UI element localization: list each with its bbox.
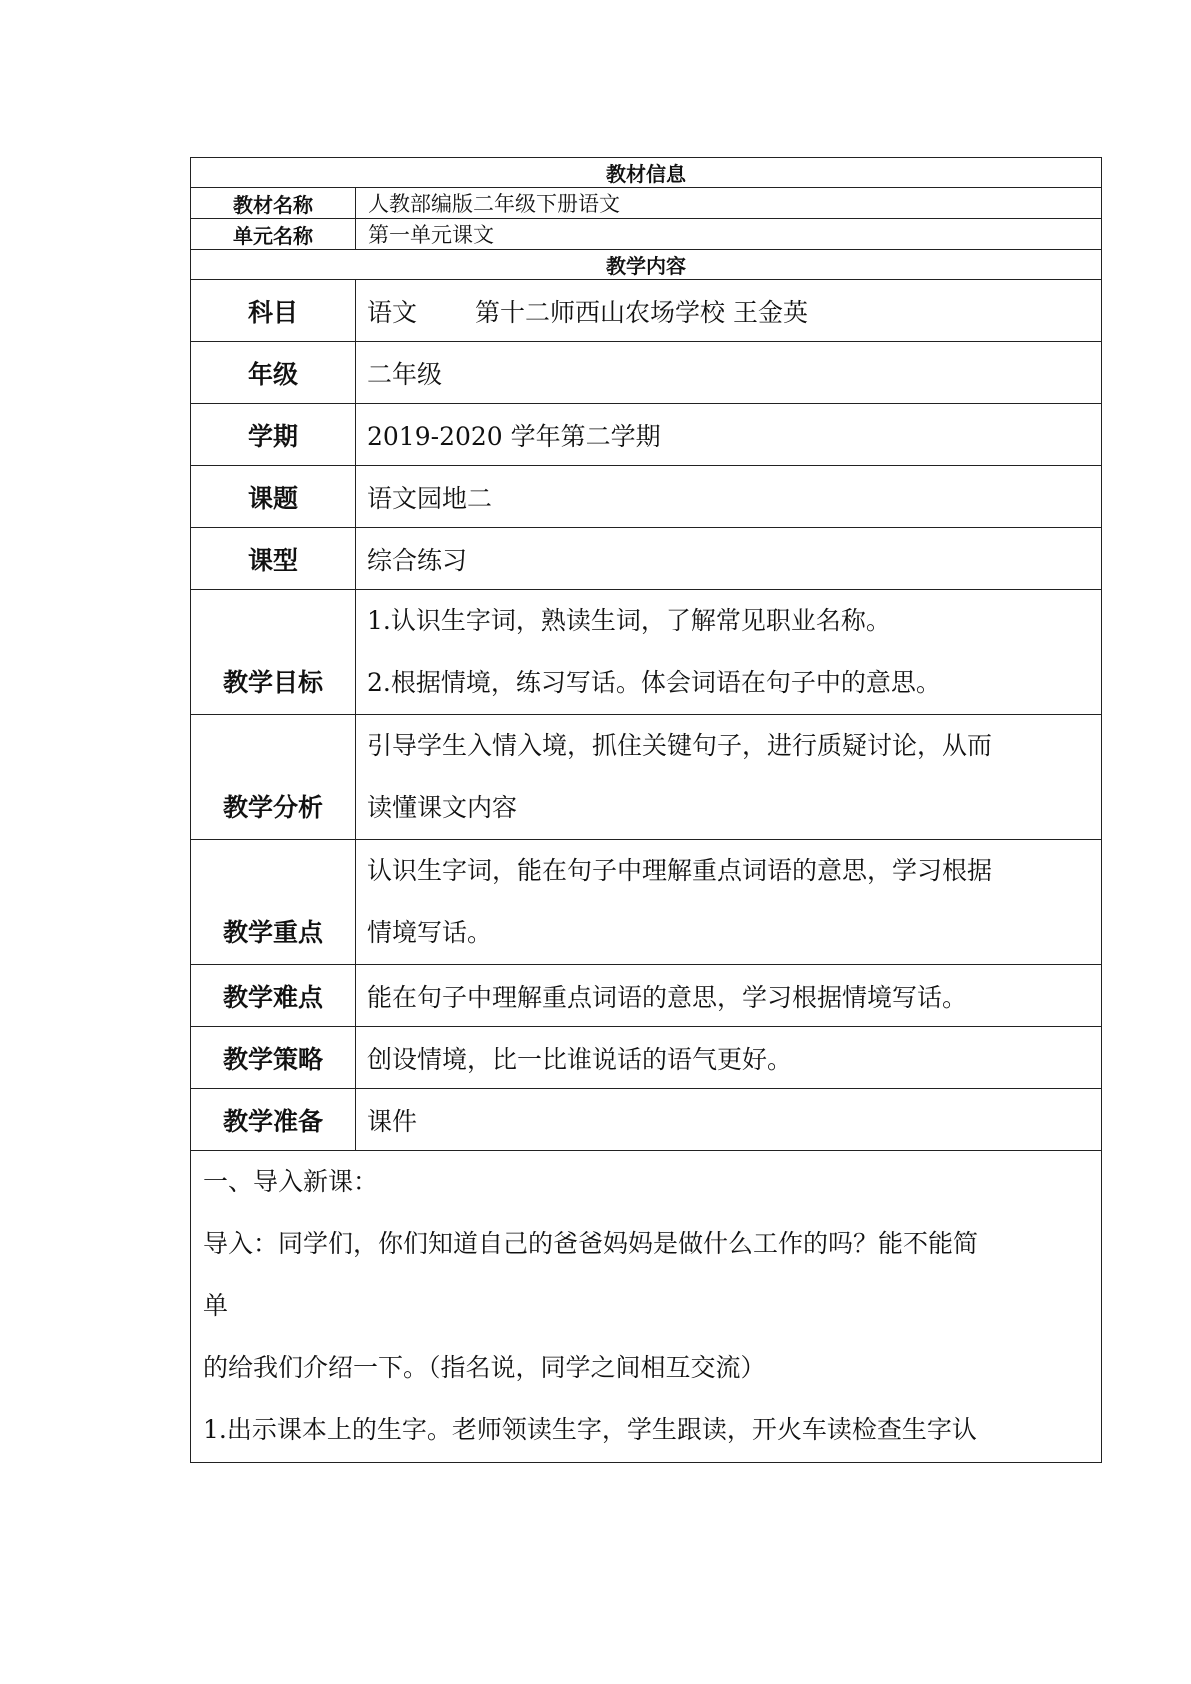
subject-row [191, 280, 1102, 342]
strategy-label: 教学策略 [191, 1027, 356, 1089]
objectives-row [191, 590, 1102, 715]
lesson-type-value: 综合练习 [356, 528, 1102, 590]
key-points-row [191, 840, 1102, 965]
key-points-label: 教学重点 [222, 918, 323, 947]
topic-label: 课题 [191, 466, 356, 528]
subject-value: 语文 [367, 297, 418, 327]
content-section-header: 教学内容 [191, 250, 1102, 280]
key-point-line: 认识生字词，能在句子中理解重点词语的意思，学习根据 [367, 856, 993, 885]
analysis-row [191, 715, 1102, 840]
key-points-cell [356, 840, 1102, 965]
grade-label: 年级 [191, 342, 356, 404]
objectives-cell [356, 590, 1102, 715]
unit-row [191, 219, 1102, 250]
grade-row [191, 342, 1102, 404]
process-line: 单 [203, 1291, 229, 1320]
textbook-name-value: 人教部编版二年级下册语文 [356, 188, 1102, 219]
topic-row [191, 466, 1102, 528]
textbook-name-label: 教材名称 [191, 188, 356, 219]
objective-line: 2.根据情境，练习写话。体会词语在句子中的意思。 [367, 668, 941, 697]
preparation-row [191, 1089, 1102, 1151]
process-line: 一、导入新课： [203, 1167, 379, 1196]
teaching-process-cell [191, 1151, 1102, 1463]
analysis-line: 读懂课文内容 [367, 793, 518, 822]
subject-label: 科目 [191, 280, 356, 342]
grade-value: 二年级 [356, 342, 1102, 404]
subject-cell [356, 280, 1102, 342]
difficulties-row [191, 965, 1102, 1027]
difficulties-label: 教学难点 [191, 965, 356, 1027]
lesson-plan-table [190, 157, 1102, 1463]
analysis-label: 教学分析 [222, 793, 323, 822]
school-teacher: 第十二师西山农场学校 王金英 [475, 297, 808, 327]
process-row [191, 1151, 1102, 1463]
info-section-header: 教材信息 [191, 158, 1102, 188]
term-value: 2019-2020 学年第二学期 [356, 404, 1102, 466]
objectives-label: 教学目标 [222, 668, 323, 697]
preparation-value: 课件 [356, 1089, 1102, 1151]
key-points-label-cell [191, 840, 356, 965]
process-line: 的给我们介绍一下。（指名说，同学之间相互交流） [203, 1353, 766, 1382]
process-line: 1.出示课本上的生字。老师领读生字，学生跟读，开火车读检查生字认 [203, 1415, 977, 1444]
strategy-value: 创设情境，比一比谁说话的语气更好。 [356, 1027, 1102, 1089]
lesson-type-label: 课型 [191, 528, 356, 590]
info-header-row [191, 158, 1102, 188]
analysis-line: 引导学生入情入境，抓住关键句子，进行质疑讨论，从而 [367, 731, 993, 760]
lesson-type-row [191, 528, 1102, 590]
objective-line: 1.认识生字词，熟读生词，了解常见职业名称。 [367, 606, 891, 635]
unit-name-value: 第一单元课文 [356, 219, 1102, 250]
process-line: 导入：同学们，你们知道自己的爸爸妈妈是做什么工作的吗？能不能简 [203, 1229, 979, 1258]
textbook-row [191, 188, 1102, 219]
objectives-label-cell [191, 590, 356, 715]
term-row [191, 404, 1102, 466]
unit-name-label: 单元名称 [191, 219, 356, 250]
term-label: 学期 [191, 404, 356, 466]
analysis-cell [356, 715, 1102, 840]
strategy-row [191, 1027, 1102, 1089]
analysis-label-cell [191, 715, 356, 840]
content-header-row [191, 250, 1102, 280]
key-point-line: 情境写话。 [367, 918, 493, 947]
topic-value: 语文园地二 [356, 466, 1102, 528]
preparation-label: 教学准备 [191, 1089, 356, 1151]
difficulties-value: 能在句子中理解重点词语的意思，学习根据情境写话。 [356, 965, 1102, 1027]
